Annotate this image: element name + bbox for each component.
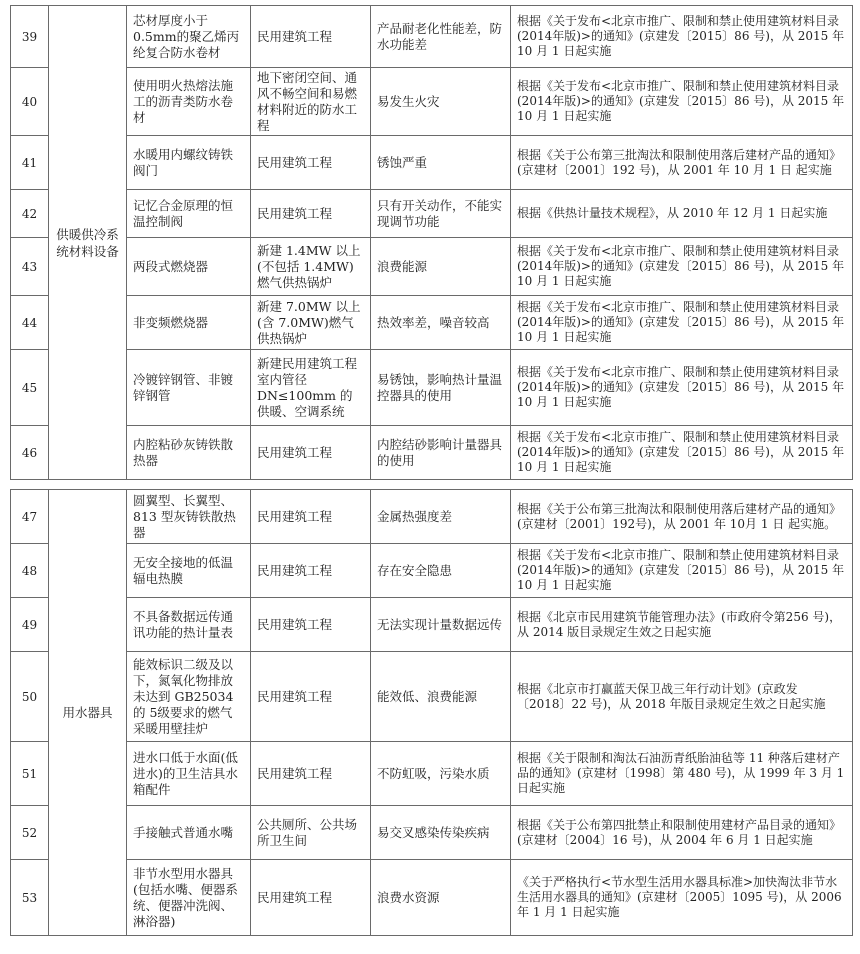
reason-cell: 无法实现计量数据远传 <box>371 598 511 652</box>
reason-cell: 存在安全隐患 <box>371 544 511 598</box>
item-name: 水暖用内螺纹铸铁阀门 <box>127 136 251 190</box>
scope-cell: 民用建筑工程 <box>251 6 371 68</box>
reason-cell: 热效率差，噪音较高 <box>371 296 511 350</box>
reason-cell: 不防虹吸，污染水质 <box>371 742 511 806</box>
item-name: 冷镀锌钢管、非镀锌钢管 <box>127 350 251 426</box>
scope-cell: 民用建筑工程 <box>251 544 371 598</box>
table-row <box>11 68 853 136</box>
basis-cell: 根据《关于发布<北京市推广、限制和禁止使用建筑材料目录(2014年版)>的通知》(京建发〔2015〕86 号)，从 2015 年 10 月 1 日起实施 <box>511 68 853 136</box>
table-row <box>11 860 853 936</box>
table-row <box>11 6 853 68</box>
item-name: 进水口低于水面(低进水)的卫生洁具水箱配件 <box>127 742 251 806</box>
basis-cell: 根据《关于发布<北京市推广、限制和禁止使用建筑材料目录(2014年版)>的通知》(京建发〔2015〕86 号)，从 2015 年 10 月 1 日起实施 <box>511 350 853 426</box>
basis-cell: 根据《北京市打赢蓝天保卫战三年行动计划》(京政发〔2018〕22 号)，从 2018 年版目录规定生效之日起实施 <box>511 652 853 742</box>
reason-cell: 浪费水资源 <box>371 860 511 936</box>
reason-cell: 锈蚀严重 <box>371 136 511 190</box>
row-number: 45 <box>11 350 49 426</box>
row-number: 44 <box>11 296 49 350</box>
table-row <box>11 136 853 190</box>
item-name: 记忆合金原理的恒温控制阀 <box>127 190 251 238</box>
basis-cell: 根据《关于发布<北京市推广、限制和禁止使用建筑材料目录(2014年版)>的通知》(京建发〔2015〕86 号)，从 2015 年 10 月 1 日起实施 <box>511 296 853 350</box>
row-number: 39 <box>11 6 49 68</box>
scope-cell: 民用建筑工程 <box>251 190 371 238</box>
building-materials-table-part1 <box>10 5 853 480</box>
table-row <box>11 806 853 860</box>
basis-cell: 根据《关于公布第三批淘汰和限制使用落后建材产品的通知》(京建材〔2001〕192 号)，从 2001 年 10 月 1 日 起实施 <box>511 136 853 190</box>
table-row <box>11 490 853 544</box>
scope-cell: 民用建筑工程 <box>251 598 371 652</box>
scope-cell: 新建 1.4MW 以上(不包括 1.4MW)燃气供热锅炉 <box>251 238 371 296</box>
row-number: 51 <box>11 742 49 806</box>
item-name: 手接触式普通水嘴 <box>127 806 251 860</box>
item-name: 芯材厚度小于0.5mm的聚乙烯丙纶复合防水卷材 <box>127 6 251 68</box>
table-row <box>11 742 853 806</box>
basis-cell: 根据《关于限制和淘汰石油沥青纸胎油毡等 11 种落后建材产品的通知》(京建材〔1998〕第 480 号)，从 1999 年 3 月 1 日起实施 <box>511 742 853 806</box>
reason-cell: 内腔结砂影响计量器具的使用 <box>371 426 511 480</box>
item-name: 无安全接地的低温辐电热膜 <box>127 544 251 598</box>
basis-cell: 根据《关于发布<北京市推广、限制和禁止使用建筑材料目录(2014年版)>的通知》(京建发〔2015〕86 号)，从 2015 年 10 月 1 日起实施 <box>511 6 853 68</box>
table-row <box>11 426 853 480</box>
building-materials-table-part2 <box>10 489 853 936</box>
basis-cell: 根据《关于发布<北京市推广、限制和禁止使用建筑材料目录(2014年版)>的通知》(京建发〔2015〕86 号)，从 2015 年 10 月 1 日起实施 <box>511 238 853 296</box>
row-number: 52 <box>11 806 49 860</box>
item-name: 能效标识二级及以下，氮氧化物排放未达到 GB25034的 5级要求的燃气采暖用壁挂炉 <box>127 652 251 742</box>
table-row <box>11 652 853 742</box>
item-name: 内腔粘砂灰铸铁散热器 <box>127 426 251 480</box>
table-row <box>11 598 853 652</box>
basis-cell: 根据《供热计量技术规程》，从 2010 年 12 月 1 日起实施 <box>511 190 853 238</box>
item-name: 非节水型用水器具(包括水嘴、便器系统、便器冲洗阀、淋浴器) <box>127 860 251 936</box>
basis-cell: 根据《关于公布第四批禁止和限制使用建材产品目录的通知》(京建材〔2004〕16 号)，从 2004 年 6 月 1 日起实施 <box>511 806 853 860</box>
reason-cell: 产品耐老化性能差，防水功能差 <box>371 6 511 68</box>
table-row <box>11 350 853 426</box>
basis-cell: 《关于严格执行<节水型生活用水器具标准>加快淘汰非节水生活用水器具的通知》(京建材〔2005〕1095 号)，从 2006 年 1 月 1 日起实施 <box>511 860 853 936</box>
table-row <box>11 544 853 598</box>
row-number: 50 <box>11 652 49 742</box>
table-row <box>11 296 853 350</box>
scope-cell: 公共厕所、公共场所卫生间 <box>251 806 371 860</box>
table-row <box>11 190 853 238</box>
scope-cell: 新建民用建筑工程室内管径DN≤100mm 的供暖、空调系统 <box>251 350 371 426</box>
scope-cell: 民用建筑工程 <box>251 652 371 742</box>
row-number: 49 <box>11 598 49 652</box>
scope-cell: 民用建筑工程 <box>251 742 371 806</box>
item-name: 使用明火热熔法施工的沥青类防水卷材 <box>127 68 251 136</box>
row-number: 47 <box>11 490 49 544</box>
reason-cell: 易交叉感染传染疾病 <box>371 806 511 860</box>
scope-cell: 民用建筑工程 <box>251 490 371 544</box>
item-name: 圆翼型、长翼型、813 型灰铸铁散热器 <box>127 490 251 544</box>
row-number: 43 <box>11 238 49 296</box>
reason-cell: 易发生火灾 <box>371 68 511 136</box>
reason-cell: 浪费能源 <box>371 238 511 296</box>
category-cell: 用水器具 <box>49 490 127 936</box>
row-number: 41 <box>11 136 49 190</box>
item-name: 不具备数据远传通讯功能的热计量表 <box>127 598 251 652</box>
row-number: 46 <box>11 426 49 480</box>
reason-cell: 金属热强度差 <box>371 490 511 544</box>
table-row <box>11 238 853 296</box>
row-number: 53 <box>11 860 49 936</box>
scope-cell: 新建 7.0MW 以上(含 7.0MW)燃气供热锅炉 <box>251 296 371 350</box>
basis-cell: 根据《关于发布<北京市推广、限制和禁止使用建筑材料目录(2014年版)>的通知》(京建发〔2015〕86 号)，从 2015 年 10 月 1 日起实施 <box>511 544 853 598</box>
item-name: 两段式燃烧器 <box>127 238 251 296</box>
basis-cell: 根据《关于发布<北京市推广、限制和禁止使用建筑材料目录(2014年版)>的通知》(京建发〔2015〕86 号)，从 2015 年 10 月 1 日起实施 <box>511 426 853 480</box>
scope-cell: 地下密闭空间、通风不畅空间和易燃材料附近的防水工程 <box>251 68 371 136</box>
basis-cell: 根据《北京市民用建筑节能管理办法》(市政府令第256 号)，从 2014 版目录规定生效之日起实施 <box>511 598 853 652</box>
scope-cell: 民用建筑工程 <box>251 136 371 190</box>
row-number: 48 <box>11 544 49 598</box>
reason-cell: 只有开关动作，不能实现调节功能 <box>371 190 511 238</box>
basis-cell: 根据《关于公布第三批淘汰和限制使用落后建材产品的通知》(京建材〔2001〕192号)，从 2001 年 10月 1 日 起实施。 <box>511 490 853 544</box>
row-number: 40 <box>11 68 49 136</box>
item-name: 非变频燃烧器 <box>127 296 251 350</box>
scope-cell: 民用建筑工程 <box>251 860 371 936</box>
reason-cell: 能效低、浪费能源 <box>371 652 511 742</box>
row-number: 42 <box>11 190 49 238</box>
scope-cell: 民用建筑工程 <box>251 426 371 480</box>
reason-cell: 易锈蚀，影响热计量温控器具的使用 <box>371 350 511 426</box>
category-cell: 供暖供冷系统材料设备 <box>49 6 127 480</box>
